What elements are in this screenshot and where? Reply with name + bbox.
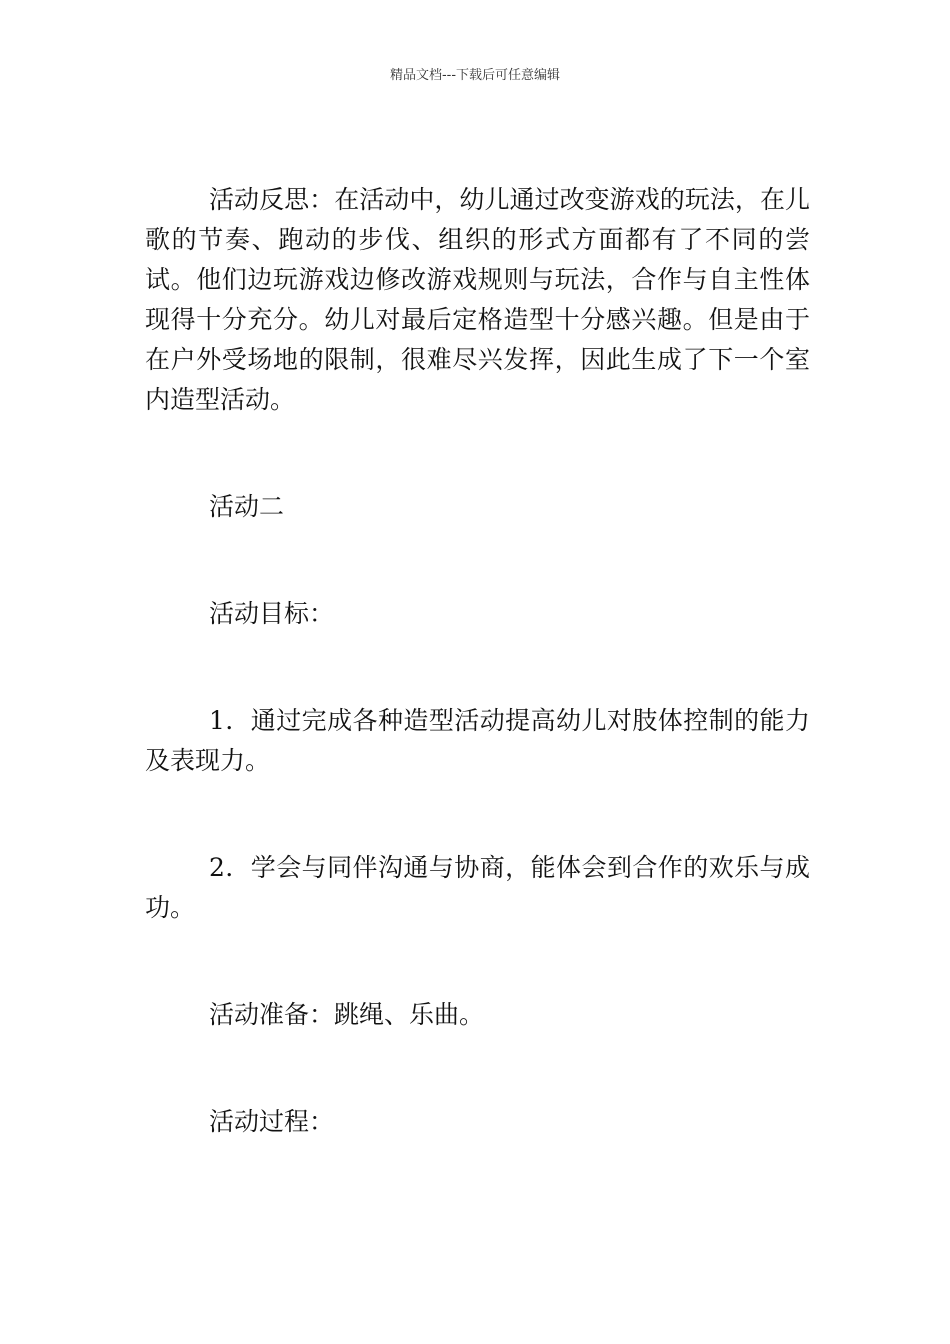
- document-body: [145, 180, 810, 1142]
- paragraph-process-heading: 活动过程：: [209, 1107, 335, 1136]
- paragraph-preparation: 活动准备：跳绳、乐曲。: [209, 1000, 485, 1029]
- paragraph-goal-1: 1．通过完成各种造型活动提高幼儿对肢体控制的能力及表现力。: [145, 706, 810, 775]
- paragraph-reflection: 活动反思：在活动中，幼儿通过改变游戏的玩法，在儿歌的节奏、跑动的步伐、组织的形式方面都有了不同的尝试。他们边玩游戏边修改游戏规则与玩法，合作与自主性体现得十分充分。幼儿对最后定格造型十分感兴趣。但是由于在户外受场地的限制，很难尽兴发挥，因此生成了下一个室内造型活动。: [145, 185, 810, 414]
- paragraph-goal-2: 2．学会与同伴沟通与协商，能体会到合作的欢乐与成功。: [145, 853, 810, 922]
- paragraph-activity-two: 活动二: [209, 492, 285, 521]
- page-header: 精品文档---下载后可任意编辑: [389, 68, 561, 83]
- paragraph-goals-heading: 活动目标：: [209, 599, 335, 628]
